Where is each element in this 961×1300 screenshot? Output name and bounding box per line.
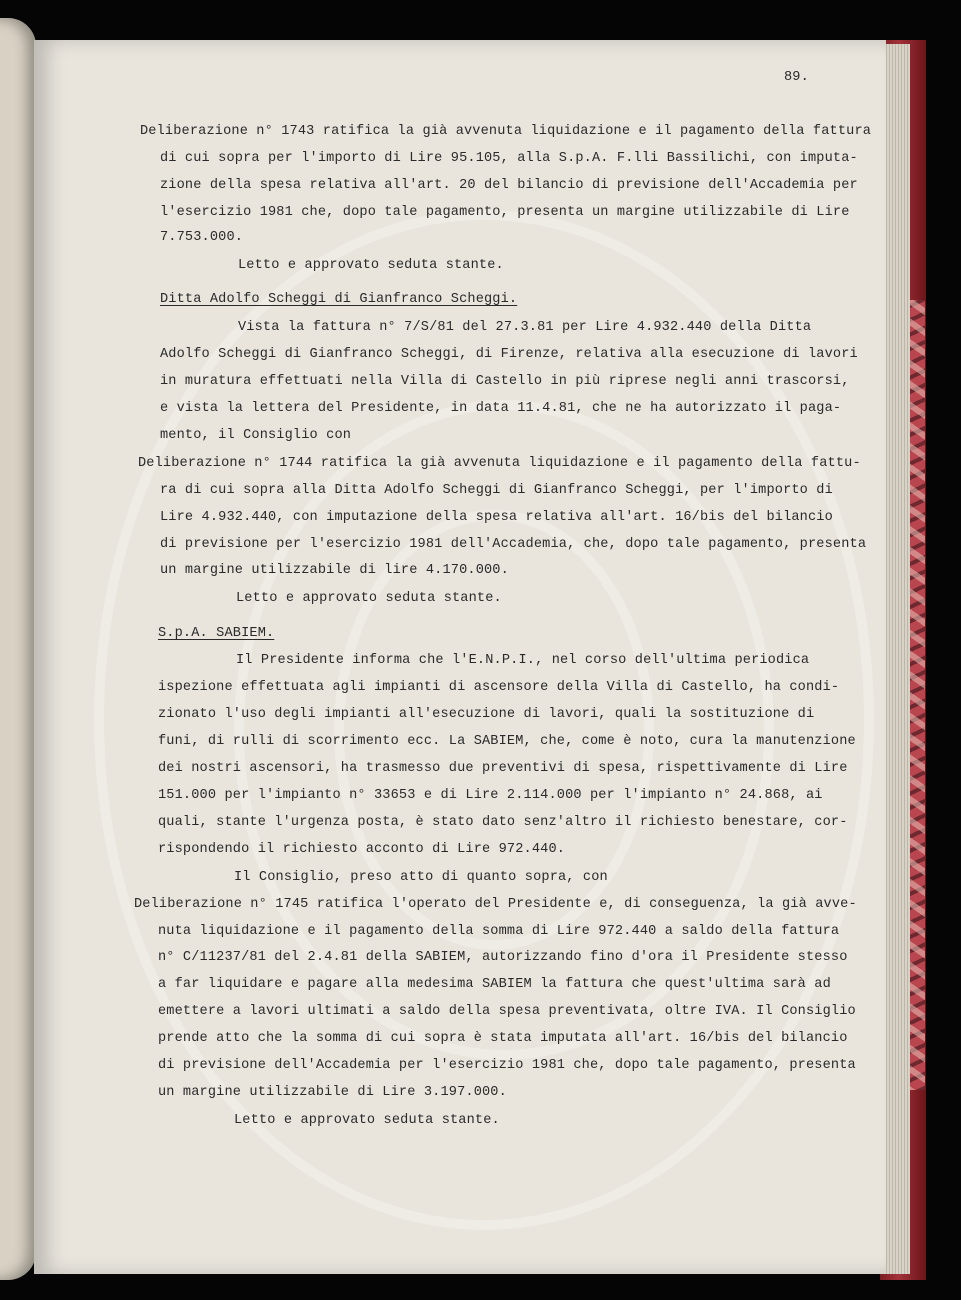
text-line: n° C/11237/81 del 2.4.81 della SABIEM, autorizzando fino d'ora il Presidente stesso (158, 950, 848, 965)
text-line: Letto e approvato seduta stante. (236, 591, 502, 606)
text-line: zione della spesa relativa all'art. 20 del bilancio di previsione dell'Accademia per (160, 178, 858, 193)
text-line: Il Presidente informa che l'E.N.P.I., nel corso dell'ultima periodica (236, 653, 810, 668)
text-line: Vista la fattura n° 7/S/81 del 27.3.81 per Lire 4.932.440 della Ditta (238, 320, 812, 335)
text-line: ra di cui sopra alla Ditta Adolfo Scheggi di Gianfranco Scheggi, per l'importo di (160, 483, 833, 498)
text-line: di previsione per l'esercizio 1981 dell'Accademia, che, dopo tale pagamento, presenta (160, 537, 867, 552)
book-page (34, 40, 886, 1274)
text-line: ispezione effettuata agli impianti di ascensore della Villa di Castello, ha condi- (158, 680, 840, 695)
text-line: Il Consiglio, preso atto di quanto sopra, con (234, 870, 608, 885)
text-line: emettere a lavori ultimati a saldo della spesa preventivata, oltre IVA. Il Consiglio (158, 1004, 856, 1019)
text-line: un margine utilizzabile di Lire 3.197.000. (158, 1085, 507, 1100)
text-line: dei nostri ascensori, ha trasmesso due preventivi di spesa, rispettivamente di Lire (158, 761, 848, 776)
text-line: 151.000 per l'impianto n° 33653 e di Lire 2.114.000 per l'impianto n° 24.868, ai (158, 788, 823, 803)
text-line: Letto e approvato seduta stante. (238, 258, 504, 273)
text-line: Deliberazione n° 1744 ratifica la già avvenuta liquidazione e il pagamento della fattu- (138, 456, 861, 471)
text-line: di cui sopra per l'importo di Lire 95.105, alla S.p.A. F.lli Bassilichi, con imputa- (160, 151, 858, 166)
text-line: a far liquidare e pagare alla medesima SABIEM la fattura che quest'ultima sarà ad (158, 977, 831, 992)
text-line: rispondendo il richiesto acconto di Lire 972.440. (158, 842, 566, 857)
page-number: 89. (784, 70, 809, 85)
text-line: un margine utilizzabile di lire 4.170.000. (160, 563, 509, 578)
text-line: 7.753.000. (160, 230, 244, 245)
text-line: e vista la lettera del Presidente, in data 11.4.81, che ne ha autorizzato il paga- (160, 401, 842, 416)
text-line: nuta liquidazione e il pagamento della somma di Lire 972.440 a saldo della fattura (158, 924, 840, 939)
text-line: in muratura effettuati nella Villa di Castello in più riprese negli anni trascorsi, (160, 374, 850, 389)
text-line: Letto e approvato seduta stante. (234, 1113, 500, 1128)
text-line: l'esercizio 1981 che, dopo tale pagamento, presenta un margine utilizzabile di Lire (160, 205, 850, 220)
text-line: quali, stante l'urgenza posta, è stato dato senz'altro il richiesto benestare, cor- (158, 815, 848, 830)
text-line: mento, il Consiglio con (160, 428, 352, 443)
text-line: Deliberazione n° 1743 ratifica la già avvenuta liquidazione e il pagamento della fattura (140, 124, 872, 139)
text-line: di previsione dell'Accademia per l'esercizio 1981 che, dopo tale pagamento, presenta (158, 1058, 856, 1073)
text-line: Adolfo Scheggi di Gianfranco Scheggi, di Firenze, relativa alla esecuzione di lavori (160, 347, 858, 362)
text-line: prende atto che la somma di cui sopra è stata imputata all'art. 16/bis del bilancio (158, 1031, 848, 1046)
text-line: Lire 4.932.440, con imputazione della spesa relativa all'art. 16/bis del bilancio (160, 510, 833, 525)
text-line: Deliberazione n° 1745 ratifica l'operato del Presidente e, di conseguenza, la già avve- (134, 897, 857, 912)
text-line: funi, di rulli di scorrimento ecc. La SABIEM, che, come è noto, cura la manutenzione (158, 734, 856, 749)
section-heading-sabiem: S.p.A. SABIEM. (158, 626, 275, 641)
section-heading-scheggi: Ditta Adolfo Scheggi di Gianfranco Scheggi. (160, 292, 518, 307)
facing-page-edge (0, 18, 36, 1280)
text-line: zionato l'uso degli impianti all'esecuzione di lavori, quali la sostituzione di (158, 707, 815, 722)
